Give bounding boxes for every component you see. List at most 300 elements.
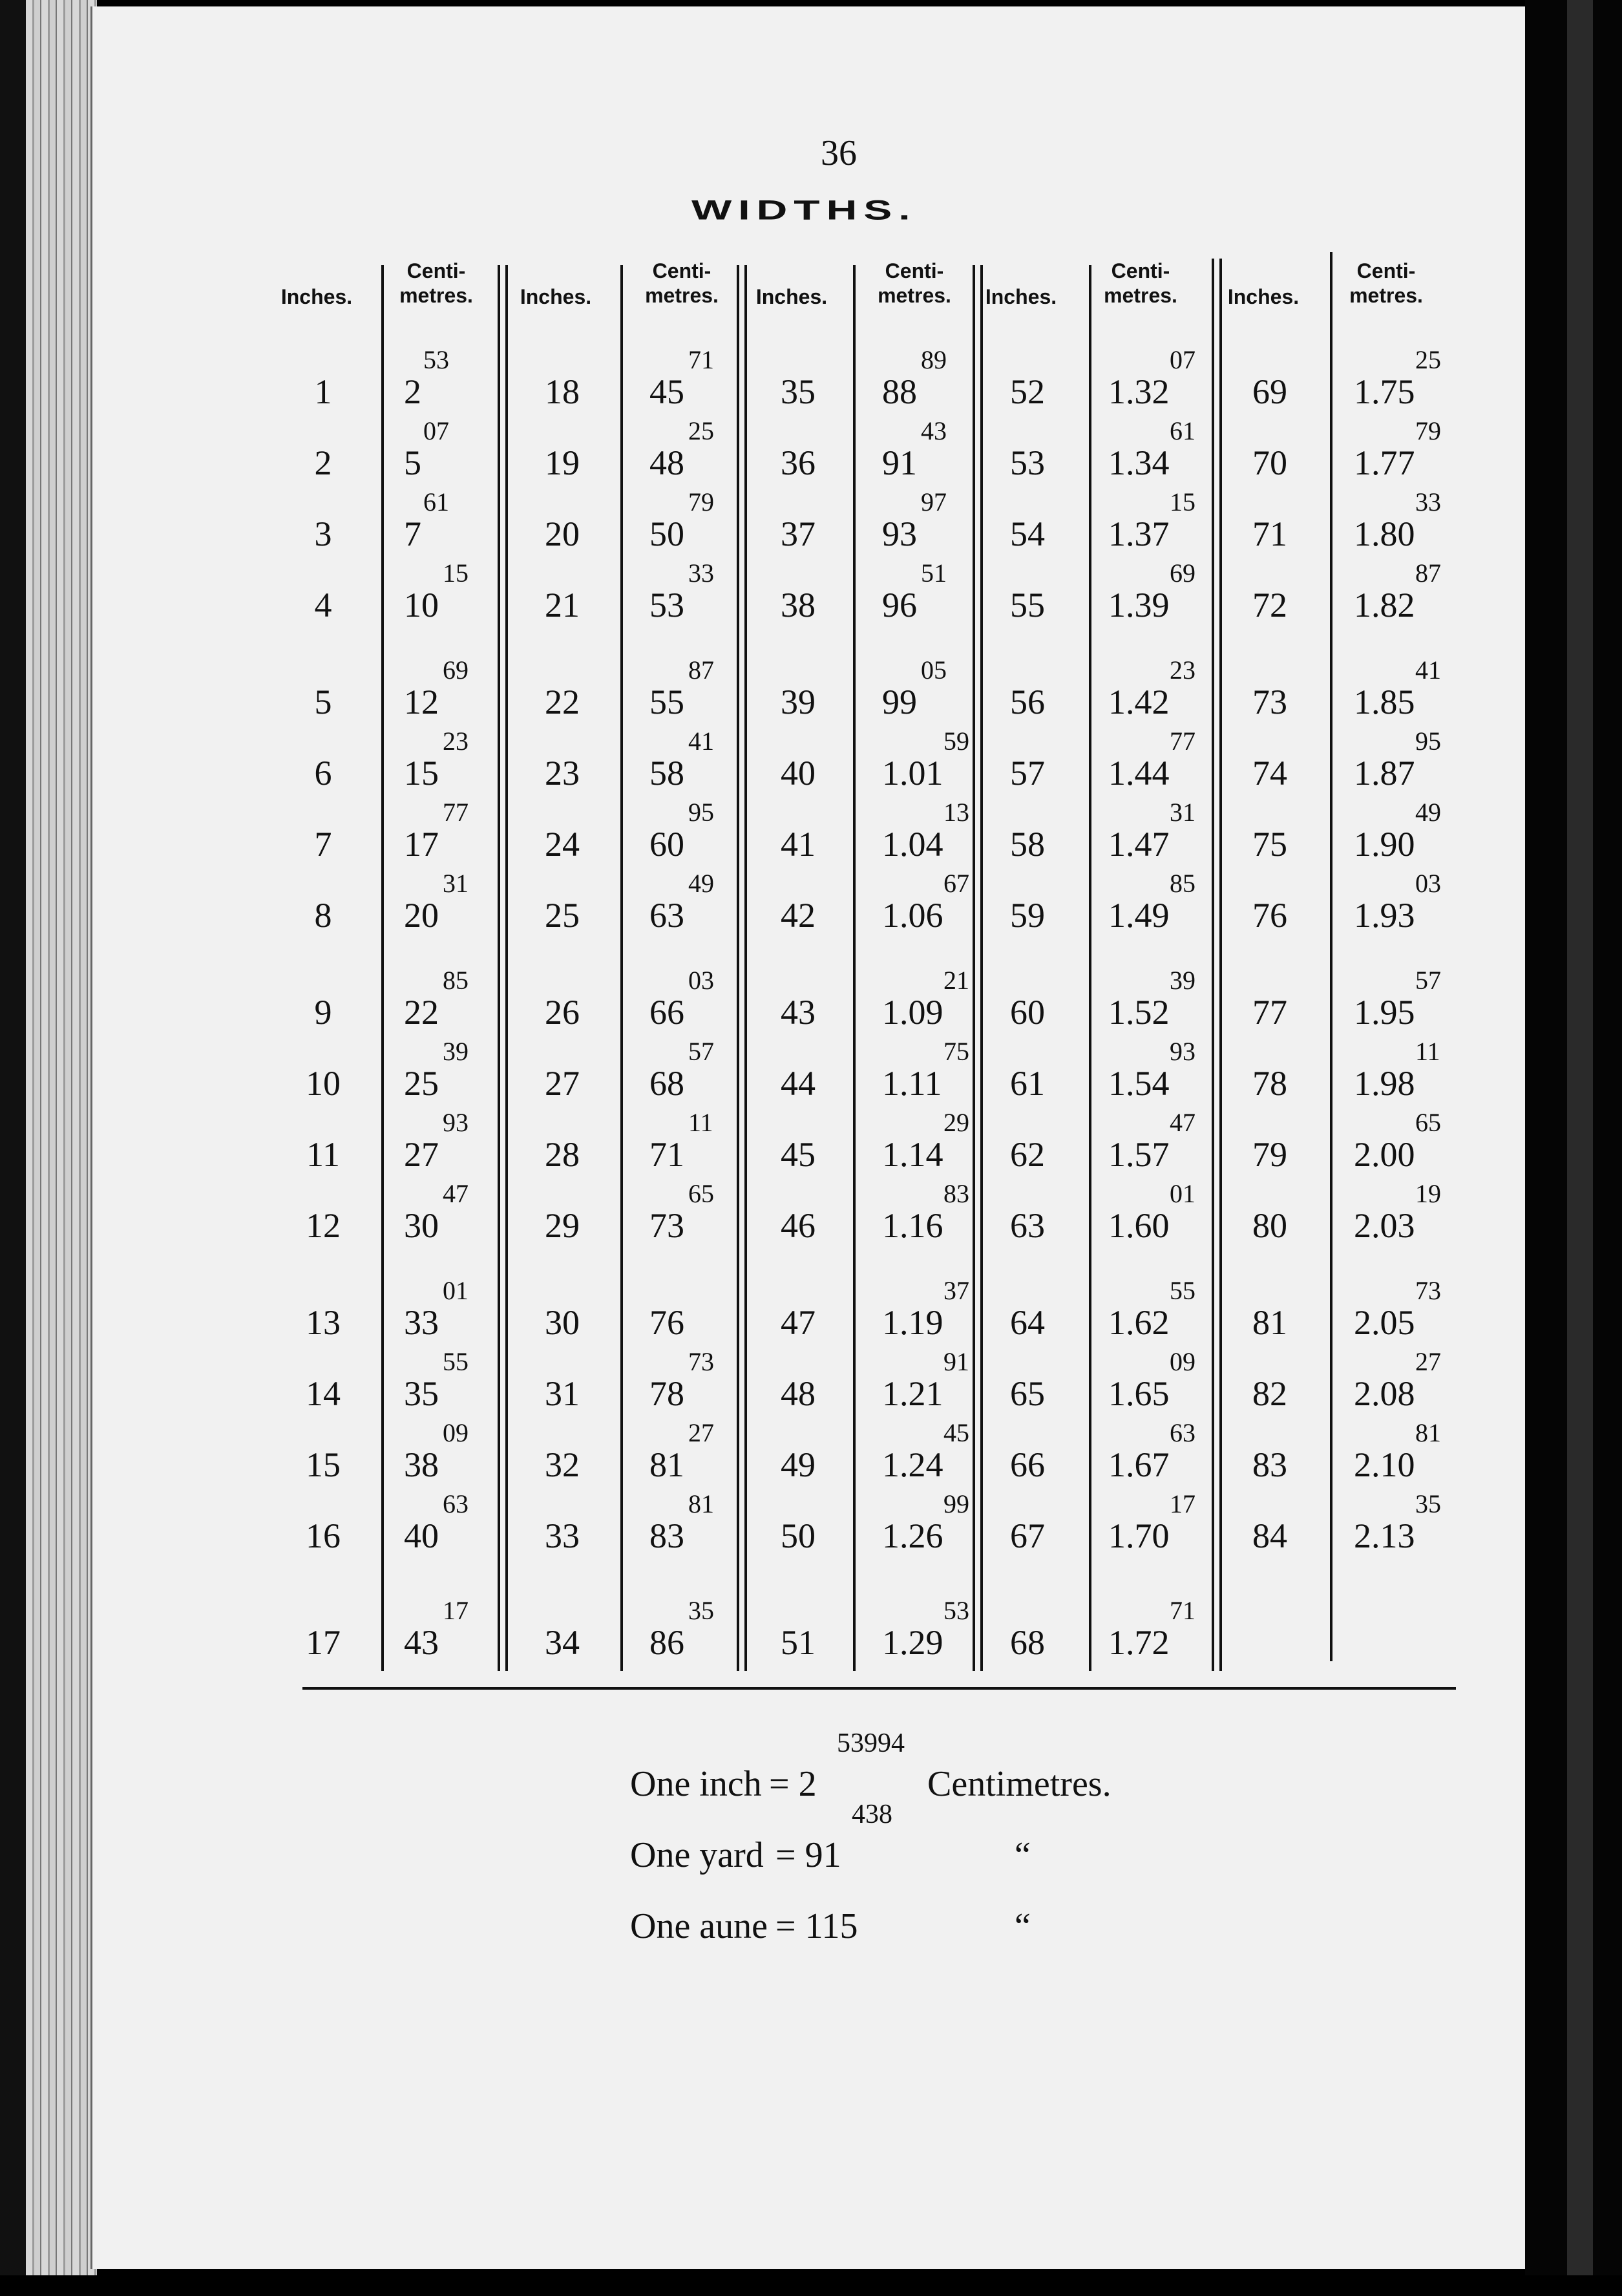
centimetre-fraction: 09 [1170,1347,1195,1376]
inch-value: 64 [1010,1303,1045,1342]
centimetre-fraction: 57 [688,1037,714,1066]
centimetre-value: 27 [404,1135,439,1174]
centimetre-fraction: 65 [688,1179,714,1208]
column-rule [973,265,975,1671]
centimetre-value: 1.95 [1354,993,1415,1032]
footer-aune-label: One aune [630,1906,768,1946]
footer-aune-value: = 115 [775,1906,858,1946]
centimetre-value: 17 [404,825,439,864]
centimetre-fraction: 97 [921,487,947,516]
inch-value: 11 [306,1135,340,1174]
centimetre-fraction: 27 [1415,1347,1441,1376]
centimetre-value: 1.80 [1354,515,1415,553]
header-metres: metres. [878,284,951,307]
centimetre-fraction: 41 [688,727,714,756]
page-number: 36 [821,133,857,173]
centimetre-value: 1.72 [1108,1623,1170,1662]
centimetre-value: 2.10 [1354,1445,1415,1484]
centimetre-fraction: 47 [1170,1108,1195,1137]
inch-value: 72 [1252,586,1287,624]
centimetre-fraction: 85 [1170,869,1195,898]
centimetre-value: 40 [404,1516,439,1555]
inch-value: 70 [1252,443,1287,482]
footer-inch-fraction: 53994 [837,1728,905,1758]
centimetre-value: 7 [404,515,421,553]
centimetre-value: 1.06 [882,896,943,935]
centimetre-value: 1.57 [1108,1135,1170,1174]
centimetre-fraction: 55 [1170,1276,1195,1305]
inch-value: 68 [1010,1623,1045,1662]
centimetre-value: 1.44 [1108,754,1170,792]
centimetre-value: 1.67 [1108,1445,1170,1484]
centimetre-value: 33 [404,1303,439,1342]
inch-value: 23 [545,754,580,792]
centimetre-value: 60 [649,825,684,864]
centimetre-fraction: 31 [1170,798,1195,827]
centimetre-fraction: 77 [1170,727,1195,756]
footer-inch-unit: Centimetres. [927,1764,1111,1804]
centimetre-fraction: 93 [1170,1037,1195,1066]
header-centi: Centi- [1111,259,1170,282]
centimetre-value: 1.11 [882,1064,942,1103]
centimetre-value: 1.04 [882,825,943,864]
centimetre-value: 68 [649,1064,684,1103]
header-inches: Inches. [1227,285,1300,308]
footer-yard-value: = 91 [775,1835,841,1875]
inch-value: 73 [1252,683,1287,721]
inch-value: 60 [1010,993,1045,1032]
inch-value: 29 [545,1206,580,1245]
inch-value: 27 [545,1064,580,1103]
centimetre-value: 38 [404,1445,439,1484]
centimetre-value: 55 [649,683,684,721]
column-rule [381,265,384,1671]
centimetre-fraction: 23 [443,727,469,756]
inch-value: 67 [1010,1516,1045,1555]
centimetre-fraction: 03 [1415,869,1441,898]
centimetre-fraction: 95 [688,798,714,827]
centimetre-fraction: 49 [688,869,714,898]
centimetre-fraction: 39 [1170,966,1195,995]
centimetre-fraction: 87 [688,655,714,685]
centimetre-value: 1.26 [882,1516,943,1555]
centimetre-fraction: 17 [1170,1489,1195,1518]
inch-value: 30 [545,1303,580,1342]
centimetre-fraction: 87 [1415,558,1441,588]
centimetre-value: 1.09 [882,993,943,1032]
centimetre-fraction: 83 [943,1179,969,1208]
centimetre-value: 2.05 [1354,1303,1415,1342]
centimetre-fraction: 43 [921,416,947,445]
inch-value: 14 [306,1374,341,1413]
header-centimetres [630,259,733,308]
centimetre-value: 91 [882,443,917,482]
inch-value: 12 [306,1206,341,1245]
page-title: WIDTHS. [691,194,917,226]
centimetre-value: 1.47 [1108,825,1170,864]
table-bottom-rule [302,1687,1456,1690]
centimetre-fraction: 37 [943,1276,969,1305]
centimetre-value: 1.93 [1354,896,1415,935]
centimetre-value: 1.24 [882,1445,943,1484]
column-rule [1212,259,1214,1671]
centimetre-fraction: 77 [443,798,469,827]
centimetre-fraction: 65 [1415,1108,1441,1137]
centimetre-value: 81 [649,1445,684,1484]
centimetre-fraction: 11 [688,1108,713,1137]
centimetre-value: 1.85 [1354,683,1415,721]
inch-value: 61 [1010,1064,1045,1103]
inch-value: 18 [545,372,580,411]
centimetre-fraction: 81 [1415,1418,1441,1447]
centimetre-value: 76 [649,1303,684,1342]
centimetre-fraction: 49 [1415,798,1441,827]
inch-value: 83 [1252,1445,1287,1484]
centimetre-fraction: 81 [688,1489,714,1518]
header-centi: Centi- [885,259,944,282]
inch-value: 38 [781,586,816,624]
centimetre-value: 45 [649,372,684,411]
centimetre-fraction: 61 [423,487,449,516]
inch-value: 82 [1252,1374,1287,1413]
centimetre-value: 1.34 [1108,443,1170,482]
centimetre-fraction: 93 [443,1108,469,1137]
column-rule [744,265,747,1671]
column-rule [980,265,983,1671]
centimetre-fraction: 55 [443,1347,469,1376]
centimetre-fraction: 19 [1415,1179,1441,1208]
centimetre-value: 96 [882,586,917,624]
centimetre-fraction: 89 [921,345,947,374]
inch-value: 44 [781,1064,816,1103]
inch-value: 71 [1252,515,1287,553]
centimetre-value: 2.03 [1354,1206,1415,1245]
centimetre-fraction: 27 [688,1418,714,1447]
header-metres: metres. [1349,284,1423,307]
centimetre-fraction: 61 [1170,416,1195,445]
centimetre-fraction: 33 [688,558,714,588]
header-inches: Inches. [755,285,828,308]
centimetre-fraction: 69 [443,655,469,685]
centimetre-fraction: 63 [1170,1418,1195,1447]
centimetre-fraction: 51 [921,558,947,588]
inch-value: 9 [314,993,332,1032]
inch-value: 16 [306,1516,341,1555]
centimetre-value: 93 [882,515,917,553]
centimetre-value: 2.08 [1354,1374,1415,1413]
column-rule [498,265,500,1671]
centimetre-value: 1.82 [1354,586,1415,624]
inch-value: 4 [314,586,332,624]
centimetre-fraction: 71 [1170,1596,1195,1625]
centimetre-value: 30 [404,1206,439,1245]
inch-value: 36 [781,443,816,482]
inch-value: 74 [1252,754,1287,792]
inch-value: 1 [314,372,332,411]
centimetre-fraction: 47 [443,1179,469,1208]
inch-value: 77 [1252,993,1287,1032]
header-inches: Inches. [280,285,353,308]
centimetre-value: 1.98 [1354,1064,1415,1103]
inch-value: 48 [781,1374,816,1413]
centimetre-fraction: 91 [943,1347,969,1376]
centimetre-value: 1.90 [1354,825,1415,864]
centimetre-value: 78 [649,1374,684,1413]
centimetre-fraction: 85 [443,966,469,995]
inch-value: 6 [314,754,332,792]
centimetre-fraction: 15 [1170,487,1195,516]
inch-value: 81 [1252,1303,1287,1342]
centimetre-fraction: 99 [943,1489,969,1518]
column-rule [620,265,623,1671]
centimetre-value: 48 [649,443,684,482]
footer-yard-label: One yard [630,1835,764,1875]
centimetre-fraction: 67 [943,869,969,898]
centimetre-value: 1.62 [1108,1303,1170,1342]
inch-value: 17 [306,1623,341,1662]
centimetre-fraction: 35 [1415,1489,1441,1518]
footer-aune-unit: “ [1015,1906,1031,1946]
centimetre-value: 73 [649,1206,684,1245]
centimetre-fraction: 63 [443,1489,469,1518]
centimetre-value: 2 [404,372,421,411]
inch-value: 75 [1252,825,1287,864]
column-rule [737,265,739,1671]
centimetre-value: 1.39 [1108,586,1170,624]
inch-value: 10 [306,1064,341,1103]
header-metres: metres. [399,284,473,307]
centimetre-fraction: 53 [943,1596,969,1625]
centimetre-fraction: 35 [688,1596,714,1625]
centimetre-value: 1.29 [882,1623,943,1662]
centimetre-value: 1.14 [882,1135,943,1174]
inch-value: 80 [1252,1206,1287,1245]
centimetre-fraction: 95 [1415,727,1441,756]
centimetre-fraction: 03 [688,966,714,995]
centimetre-fraction: 05 [921,655,947,685]
centimetre-fraction: 79 [1415,416,1441,445]
footer-inch-value: = 2 [769,1764,817,1804]
inch-value: 5 [314,683,332,721]
inch-value: 69 [1252,372,1287,411]
header-metres: metres. [645,284,719,307]
centimetre-fraction: 15 [443,558,469,588]
centimetre-value: 1.87 [1354,754,1415,792]
inch-value: 62 [1010,1135,1045,1174]
inch-value: 57 [1010,754,1045,792]
inch-value: 31 [545,1374,580,1413]
inch-value: 3 [314,515,332,553]
inch-value: 84 [1252,1516,1287,1555]
column-rule [853,265,856,1671]
header-centimetres [1334,259,1438,308]
inch-value: 28 [545,1135,580,1174]
inch-value: 24 [545,825,580,864]
centimetre-fraction: 39 [443,1037,469,1066]
centimetre-fraction: 29 [943,1108,969,1137]
inch-value: 51 [781,1623,816,1662]
header-centi: Centi- [1356,259,1416,282]
inch-value: 46 [781,1206,816,1245]
centimetre-fraction: 07 [423,416,449,445]
inch-value: 66 [1010,1445,1045,1484]
inch-value: 76 [1252,896,1287,935]
column-rule [1219,259,1222,1671]
centimetre-value: 50 [649,515,684,553]
header-centimetres [384,259,488,308]
header-centimetres [1089,259,1192,308]
centimetre-fraction: 53 [423,345,449,374]
centimetre-fraction: 09 [443,1418,469,1447]
centimetre-fraction: 75 [943,1037,969,1066]
centimetre-value: 2.13 [1354,1516,1415,1555]
centimetre-value: 1.19 [882,1303,943,1342]
centimetre-value: 1.16 [882,1206,943,1245]
inch-value: 58 [1010,825,1045,864]
centimetre-value: 1.32 [1108,372,1170,411]
page-stack-edges [26,0,97,2296]
centimetre-fraction: 73 [688,1347,714,1376]
centimetre-value: 15 [404,754,439,792]
centimetre-value: 58 [649,754,684,792]
inch-value: 13 [306,1303,341,1342]
footer-yard-unit: “ [1015,1835,1031,1875]
inch-value: 35 [781,372,816,411]
inch-value: 43 [781,993,816,1032]
inch-value: 33 [545,1516,580,1555]
inch-value: 56 [1010,683,1045,721]
centimetre-value: 71 [649,1135,684,1174]
centimetre-value: 43 [404,1623,439,1662]
centimetre-fraction: 45 [943,1418,969,1447]
centimetre-value: 1.70 [1108,1516,1170,1555]
centimetre-value: 5 [404,443,421,482]
centimetre-value: 20 [404,896,439,935]
centimetre-value: 86 [649,1623,684,1662]
inch-value: 79 [1252,1135,1287,1174]
centimetre-fraction: 73 [1415,1276,1441,1305]
inch-value: 59 [1010,896,1045,935]
right-book-strip [1567,0,1593,2296]
inch-value: 53 [1010,443,1045,482]
centimetre-value: 53 [649,586,684,624]
centimetre-value: 88 [882,372,917,411]
centimetre-fraction: 21 [943,966,969,995]
centimetre-value: 1.60 [1108,1206,1170,1245]
centimetre-value: 1.37 [1108,515,1170,553]
centimetre-fraction: 13 [943,798,969,827]
centimetre-fraction: 33 [1415,487,1441,516]
inch-value: 39 [781,683,816,721]
inch-value: 20 [545,515,580,553]
header-centi: Centi- [652,259,711,282]
inch-value: 55 [1010,586,1045,624]
inch-value: 15 [306,1445,341,1484]
centimetre-value: 1.75 [1354,372,1415,411]
inch-value: 22 [545,683,580,721]
inch-value: 63 [1010,1206,1045,1245]
centimetre-fraction: 31 [443,869,469,898]
centimetre-value: 1.01 [882,754,943,792]
centimetre-value: 25 [404,1064,439,1103]
inch-value: 32 [545,1445,580,1484]
centimetre-value: 63 [649,896,684,935]
centimetre-fraction: 07 [1170,345,1195,374]
inch-value: 8 [314,896,332,935]
inch-value: 34 [545,1623,580,1662]
centimetre-fraction: 11 [1415,1037,1440,1066]
centimetre-fraction: 17 [443,1596,469,1625]
centimetre-value: 1.52 [1108,993,1170,1032]
header-metres: metres. [1104,284,1177,307]
inch-value: 19 [545,443,580,482]
centimetre-value: 10 [404,586,439,624]
inch-value: 52 [1010,372,1045,411]
centimetre-value: 1.49 [1108,896,1170,935]
inch-value: 42 [781,896,816,935]
inch-value: 78 [1252,1064,1287,1103]
centimetre-fraction: 23 [1170,655,1195,685]
inch-value: 50 [781,1516,816,1555]
centimetre-value: 2.00 [1354,1135,1415,1174]
centimetre-value: 66 [649,993,684,1032]
centimetre-value: 35 [404,1374,439,1413]
inch-value: 41 [781,825,816,864]
inch-value: 26 [545,993,580,1032]
centimetre-fraction: 59 [943,727,969,756]
book-binding [0,0,26,2296]
inch-value: 54 [1010,515,1045,553]
inch-value: 45 [781,1135,816,1174]
centimetre-value: 12 [404,683,439,721]
inch-value: 25 [545,896,580,935]
column-rule [1330,252,1332,1661]
inch-value: 40 [781,754,816,792]
centimetre-fraction: 71 [688,345,714,374]
column-rule [505,265,508,1671]
inch-value: 7 [314,825,332,864]
footer-inch-label: One inch [630,1764,762,1804]
footer-yard-fraction: 438 [852,1800,892,1829]
inch-value: 2 [314,443,332,482]
inch-value: 49 [781,1445,816,1484]
column-rule [1089,265,1091,1671]
bottom-edge [0,2275,1622,2296]
inch-value: 21 [545,586,580,624]
header-inches: Inches. [985,285,1057,308]
inch-value: 65 [1010,1374,1045,1413]
centimetre-fraction: 41 [1415,655,1441,685]
centimetre-value: 1.54 [1108,1064,1170,1103]
centimetre-value: 1.65 [1108,1374,1170,1413]
inch-value: 37 [781,515,816,553]
centimetre-fraction: 25 [1415,345,1441,374]
centimetre-fraction: 01 [1170,1179,1195,1208]
centimetre-fraction: 79 [688,487,714,516]
centimetre-value: 1.77 [1354,443,1415,482]
centimetre-fraction: 57 [1415,966,1441,995]
header-centi: Centi- [406,259,466,282]
centimetre-value: 99 [882,683,917,721]
centimetre-value: 22 [404,993,439,1032]
centimetre-value: 83 [649,1516,684,1555]
centimetre-fraction: 25 [688,416,714,445]
header-centimetres [863,259,966,308]
centimetre-value: 1.42 [1108,683,1170,721]
centimetre-fraction: 69 [1170,558,1195,588]
inch-value: 47 [781,1303,816,1342]
centimetre-value: 1.21 [882,1374,943,1413]
